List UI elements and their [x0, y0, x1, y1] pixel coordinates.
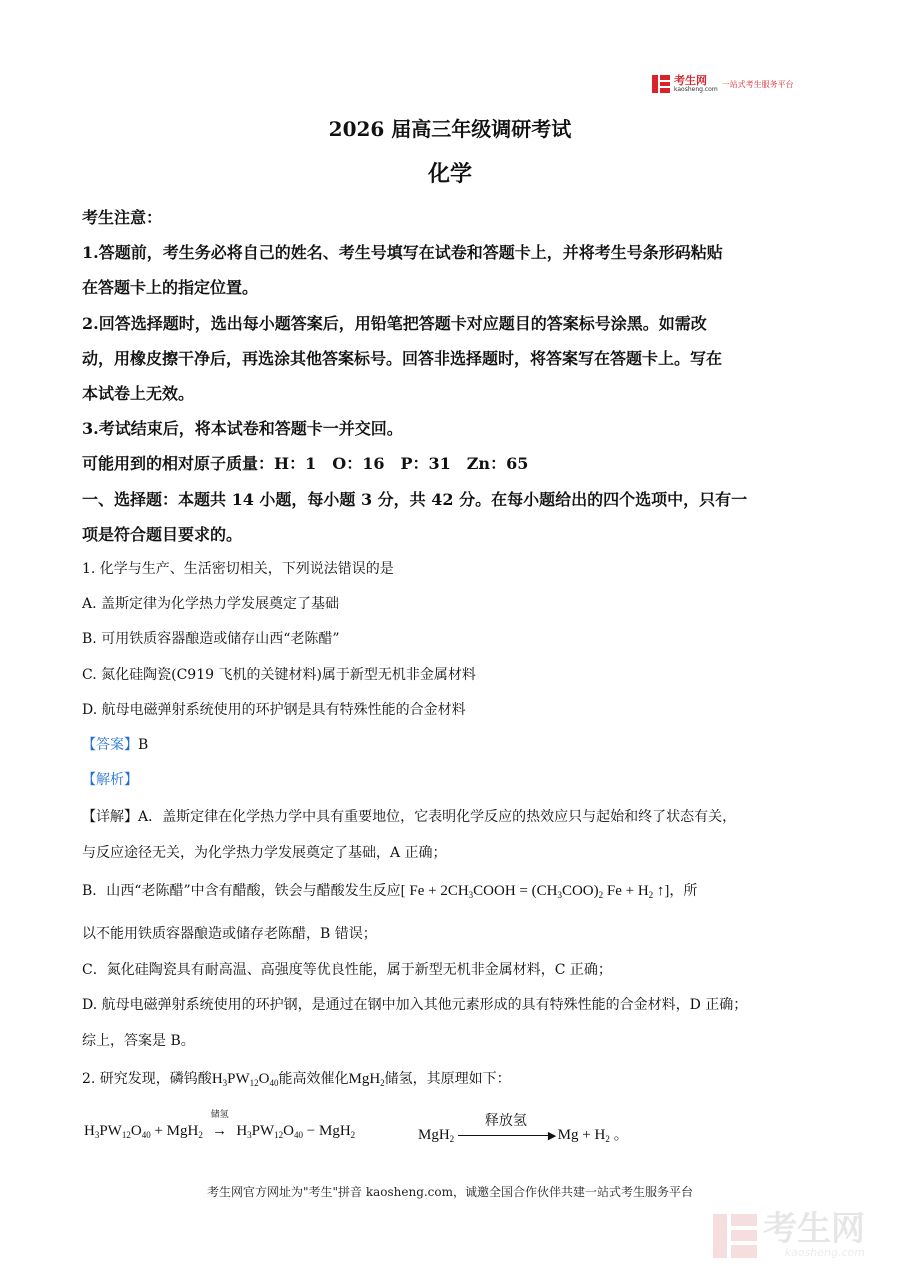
detail-b-text: B．山西“老陈醋”中含有醋酸，铁会与醋酸发生反应	[82, 883, 401, 899]
q1-option-c: C. 氮化硅陶瓷(C919 飞机的关键材料)属于新型无机非金属材料	[82, 667, 476, 683]
detail-tag: 【详解】	[82, 809, 138, 825]
notice-line: 1.答题前，考生务必将自己的姓名、考生号填写在试卷和答题卡上，并将考生号条形码粘贴	[82, 243, 723, 262]
q1-option-b: B. 可用铁质容器酿造或储存山西“老陈醋”	[82, 631, 340, 647]
section-heading-cont: 项是符合题目要求的。	[82, 525, 243, 544]
kaosheng-watermark-icon	[713, 1214, 757, 1258]
catalyst-formula: $H_3PW_{12}O_{40}$	[211, 1071, 279, 1088]
detail-a-text: A．盖斯定律在化学热力学中具有重要地位，它表明化学反应的热效应只与起始和终了状态有关，	[138, 809, 737, 825]
watermark-domain: kaosheng.com	[784, 1246, 865, 1259]
notice-heading: 考生注意：	[82, 208, 163, 227]
logo-text: 考生网	[674, 74, 707, 87]
section-heading: 一、选择题：本题共 14 小题，每小题 3 分，共 42 分。在每小题给出的四个选项中，只有一	[82, 490, 748, 509]
mgh2-formula: MgH$_2$	[348, 1071, 385, 1088]
q1-option-d: D. 航母电磁弹射系统使用的环护钢是具有特殊性能的合金材料	[82, 702, 466, 718]
release-label: 释放氢	[484, 1113, 527, 1129]
storage-equation: $H_3PW_{12}O_{40} + MgH_2$ 储氢 → $H_3PW_{12}O_{40} - MgH_2$	[84, 1109, 356, 1140]
q2-stem-post: 储氢，其原理如下：	[384, 1071, 511, 1087]
q1-option-a: A. 盖斯定律为化学热力学发展奠定了基础	[82, 596, 340, 612]
logo-slogan: 一站式考生服务平台	[721, 79, 794, 89]
reaction-formula: [ $Fe + 2CH_3COOH = (CH_3COO)_2$ $Fe + H_2$ ↑]	[400, 883, 670, 900]
detail-c: C．氮化硅陶瓷具有耐高温、高强度等优良性能，属于新型无机非金属材料，C 正确；	[82, 962, 612, 978]
detail-b-cont: 以不能用铁质容器酿造或储存老陈醋，B 错误；	[82, 926, 377, 942]
detail-a-cont: 与反应途径无关，为化学热力学发展奠定了基础，A 正确；	[82, 845, 447, 861]
notice-line: 本试卷上无效。	[82, 384, 195, 403]
notice-line: 动，用橡皮擦干净后，再选涂其他答案标号。回答非选择题时，将答案写在答题卡上。写在	[82, 349, 723, 368]
answer-tag: 【答案】	[82, 737, 138, 753]
detail-b	[82, 880, 697, 900]
release-equation: MgH$_2$ 释放氢 ▶ $Mg + H_2$ 。	[418, 1123, 629, 1144]
q2-stem-mid: 能高效催化	[278, 1071, 349, 1087]
store-label: 储氢	[210, 1109, 229, 1119]
watermark	[713, 1208, 878, 1263]
analysis-tag: 【解析】	[82, 772, 138, 788]
exam-subject: 化学	[427, 161, 472, 187]
exam-title: 2026 届高三年级调研考试	[328, 117, 572, 141]
summary: 综上，答案是 B。	[82, 1033, 195, 1049]
logo-domain: kaosheng.com	[674, 86, 718, 93]
footer-text: 考生网官方网址为"考生"拼音 kaosheng.com，诚邀全国合作伙伴共建一站式考生服务平台	[206, 1185, 694, 1199]
answer-value: B	[138, 737, 149, 753]
q1-answer	[82, 734, 148, 754]
detail-d: D. 航母电磁弹射系统使用的环护钢，是通过在钢中加入其他元素形成的具有特殊性能的合金材料，D 正确；	[82, 997, 748, 1013]
atomic-mass-line: 可能用到的相对原子质量：H：1 O：16 P：31 Zn：65	[82, 454, 529, 473]
notice-line: 在答题卡上的指定位置。	[82, 278, 259, 297]
question-1-stem: 1. 化学与生产、生活密切相关，下列说法错误的是	[82, 561, 394, 577]
kaosheng-logo-icon	[652, 75, 670, 93]
detail-b-tail: ，所	[669, 883, 698, 899]
question-2-stem	[82, 1068, 511, 1088]
notice-line: 2.回答选择题时，选出每小题答案后，用铅笔把答题卡对应题目的答案标号涂黑。如需改	[82, 314, 707, 333]
header-logo	[652, 72, 794, 96]
notice-line: 3.考试结束后，将本试卷和答题卡一并交回。	[82, 419, 403, 438]
watermark-text: 考生网	[763, 1209, 865, 1249]
detail-a	[82, 806, 736, 826]
q2-stem-pre: 2. 研究发现，磷钨酸	[82, 1071, 212, 1087]
